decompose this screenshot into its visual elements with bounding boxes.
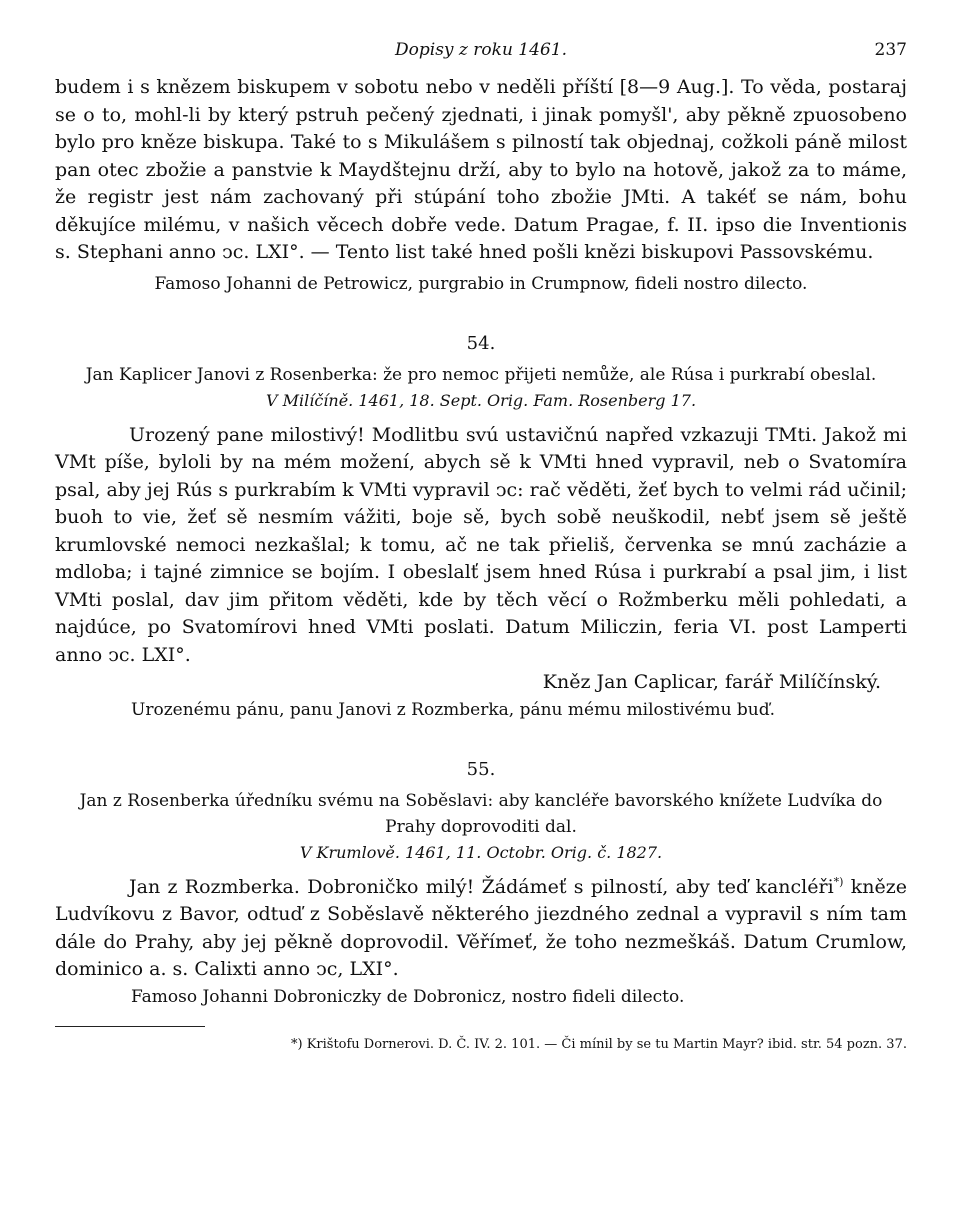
letter-source: V Milíčíně. 1461, 18. Sept. Orig. Fam. Rosenberg 17. [265,390,697,410]
letter-body: Urozený pane milostivý! Modlitbu svú ustavičnú napřed vzkazuji TMti. Jakož mi VMt píše, byloli by na mém možení, abych sě k VMti hned vypravil, neb o Svatomíra psal, aby jej Rús s purkrabím k VMti vypravil ↄc: rač věděti, žeť bych to velmi rád učinil; buoh to vie, žeť sě nesmím vážiti, boje sě, bych sobě neuškodil, nebť jsem sě ještě krumlovské nemoci nezkašlal; k tomu, ač ne tak přieliš, červenka se mnú zacházie a mdloba; i tajné zimnice se bojím. I obeslalť jsem hned Rúsa i purkrabí a psal jim, i list VMti poslal, dav jim přitom věděti, kde by těch věcí o Rožmberku měli pohledati, a najdúce, po Svatomírovi hned VMti poslati. Datum Miliczin, feria VI. post Lamperti anno ↄc. LXI°. [55,423,907,666]
letter-regest: Jan z Rosenberka úředníku svému na Soběslavi: aby kancléře bavorského knížete Ludvíka do Prahy doprovoditi dal. [79,790,883,837]
letter-body-end: kněze Ludvíkovu z Bavor, odtuď z Soběslavě některého jiezdného zednal a vypravil s ním tam dále do Prahy, aby jej pěkně doprovodil. Věřímeť, že toho nezmeškáš. Datum Crumlow, dominico a. s. Calixti anno ↄc, LXI°. [55,875,907,980]
footnote-rule [55,1026,205,1027]
letter-regest: Jan Kaplicer Janovi z Rosenberka: že pro nemoc přijeti nemůže, ale Rúsa i purkrabí obeslal. [85,364,877,385]
running-head [55,40,907,74]
letter-body [55,874,907,984]
running-title: Dopisy z roku 1461. [395,40,567,60]
letter-number: 54. [466,332,496,354]
letter-signature: Kněz Jan Caplicar, farář Milíčínský. [542,671,881,693]
letter-address: Famoso Johanni Dobroniczky de Dobronicz, nostro fideli dilecto. [131,986,685,1007]
letter-body-start: Jan z Rozmberka. Dobroničko milý! Žádámeť s pilností, aby teď kancléři [129,875,834,898]
letter-number: 55. [466,758,496,780]
footnote-marker: *) [833,875,844,889]
letter-54 [55,333,907,723]
continuation-paragraph: budem i s knězem biskupem v sobotu nebo v neděli příští [8—9 Aug.]. To věda, postaraj se o to, mohl-li by který pstruh pečený zjednati, i jinak pomyšl', aby pěkně zpuosobeno bylo pro kněze biskupa. Také to s Mikulášem s pilností tak objednaj, cožkoli páně milost pan otec zbožie a panstvie k Maydštejnu drží, aby to bylo na hotově, jakož za to máme, že registr jest nám zachovaný při stúpání toho zbožie JMti. A takéť se nám, bohu děkujíce milému, v našich věcech dobře vede. Datum Pragae, f. II. ipso die Inventionis s. Stephani anno ↄc. LXI°. — Tento list také hned pošli knězi biskupovi Passovskému. [55,76,907,263]
footnote: *) Krištofu Dornerovi. D. Č. IV. 2. 101. — Či mínil by se tu Martin Mayr? ibid. str. 54 pozn. 37. [290,1036,907,1052]
page-number: 237 [874,40,907,60]
letter-address: Urozenému pánu, panu Janovi z Rozmberka, pánu mému milostivému buď. [131,699,776,720]
letter-source: V Krumlově. 1461, 11. Octobr. Orig. č. 1827. [299,842,663,862]
letter-55 [55,759,907,1010]
document-page [55,40,907,1055]
continuation-address: Famoso Johanni de Petrowicz, purgrabio in Crumpnow, fideli nostro dilecto. [154,273,808,294]
